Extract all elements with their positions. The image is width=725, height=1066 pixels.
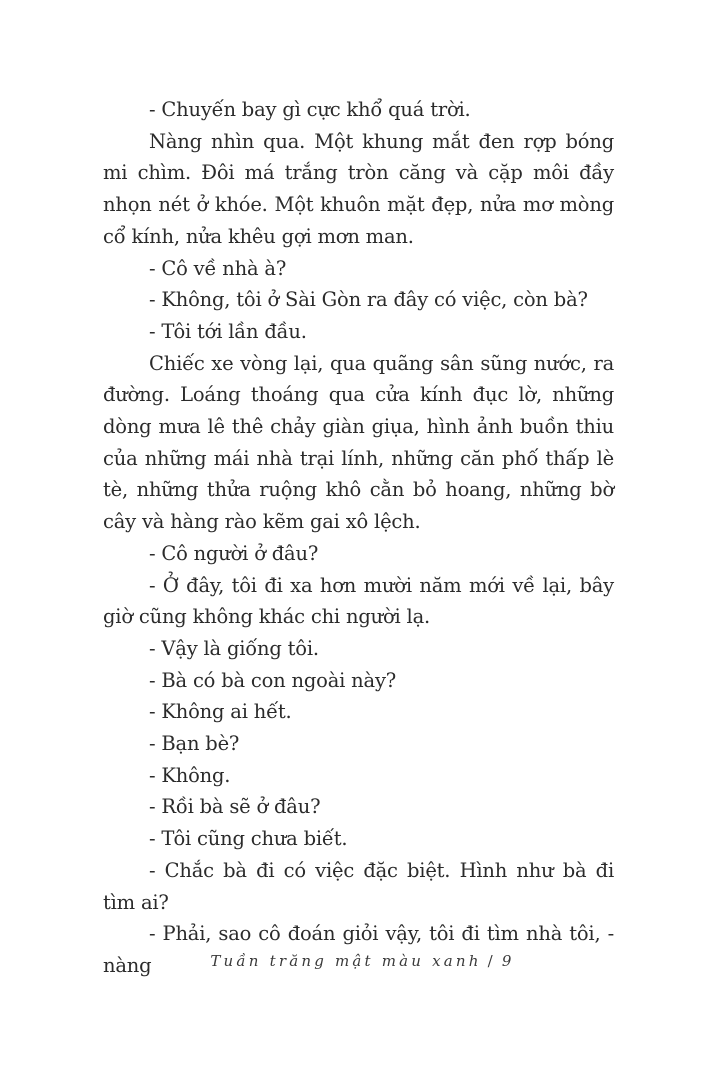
paragraph: Nàng nhìn qua. Một khung mắt đen rợp bóng mi chìm. Đôi má trắng tròn căng và cặp môi đầy nhọn nét ở khóe. Một khuôn mặt đẹp, nửa mơ mòng cổ kính, nửa khêu gợi mơn man. — [103, 129, 614, 248]
paragraph: Chiếc xe vòng lại, qua quãng sân sũng nước, ra đường. Loáng thoáng qua cửa kính đục lờ, những dòng mưa lê thê chảy giàn giụa, hình ảnh buồn thiu của những mái nhà trại lính, những căn phố thấp lè tè, những thửa ruộng khô cằn bỏ hoang, những bờ cây và hàng rào kẽm gai xô lệch. — [103, 351, 614, 534]
paragraph: - Phải, sao cô đoán giỏi vậy, tôi đi tìm nhà tôi, - nàng — [103, 922, 614, 977]
paragraph: - Tôi cũng chưa biết. — [149, 827, 348, 851]
paragraph: - Tôi tới lần đầu. — [149, 319, 307, 343]
paragraph: - Cô người ở đâu? — [149, 541, 319, 565]
paragraph: - Chuyến bay gì cực khổ quá trời. — [149, 98, 471, 121]
footer-separator: / — [487, 952, 496, 970]
paragraph: - Không, tôi ở Sài Gòn ra đây có việc, còn bà? — [149, 288, 588, 312]
page-number: 9 — [501, 952, 515, 970]
paragraph: - Chắc bà đi có việc đặc biệt. Hình như bà đi tìm ai? — [103, 858, 614, 914]
book-title: Tuần trăng mật màu xanh — [210, 952, 482, 970]
paragraph: - Vậy là giống tôi. — [149, 636, 319, 660]
paragraph: - Không ai hết. — [149, 700, 292, 724]
paragraph: - Cô về nhà à? — [149, 256, 287, 280]
paragraph: - Bạn bè? — [149, 732, 240, 756]
paragraph: - Không. — [149, 763, 231, 787]
paragraph: - Bà có bà con ngoài này? — [149, 668, 397, 692]
page-footer — [0, 952, 725, 970]
paragraph: - Rồi bà sẽ ở đâu? — [149, 795, 321, 819]
paragraph: - Ở đây, tôi đi xa hơn mười năm mới về lại, bây giờ cũng không khác chi người lạ. — [103, 573, 614, 629]
page-body — [103, 94, 614, 982]
